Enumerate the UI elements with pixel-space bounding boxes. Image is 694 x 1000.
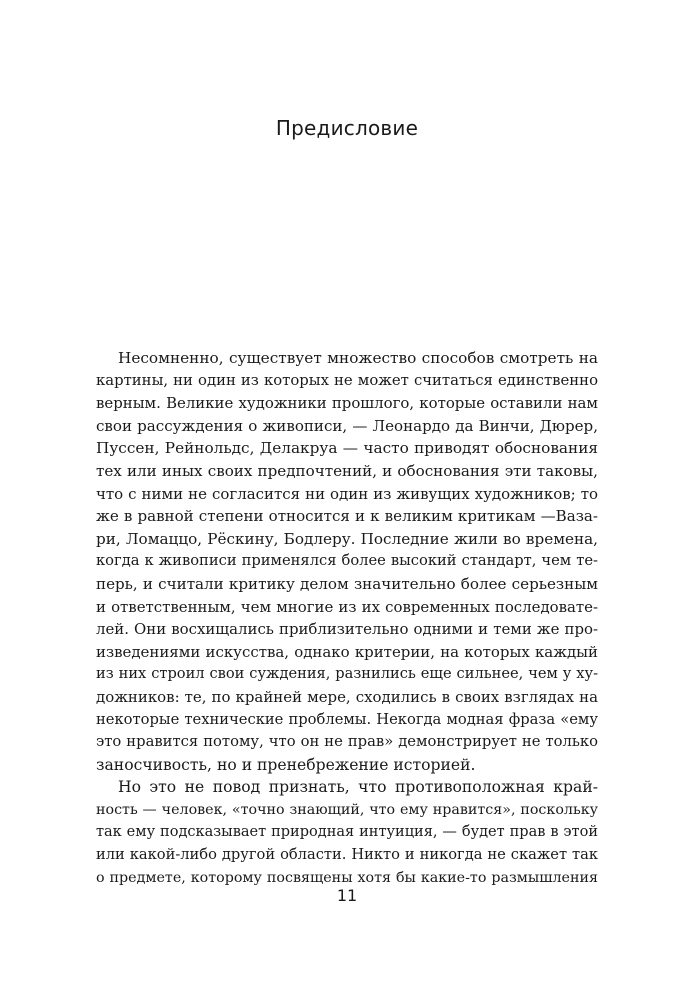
text-line: что с ними не согласится ни один из живущих художников; то [96,484,598,503]
page-number: 11 [336,886,358,905]
body-text [96,347,598,889]
text-line: Несомненно, существует множество способов смотреть на [118,349,598,367]
text-line: ри, Ломаццо, Рёскину, Бодлеру. Последние жили во времена, [96,529,598,548]
chapter-title: Предисловие [275,116,419,140]
text-line: некоторые технические проблемы. Некогда модная фраза «ему [96,710,598,728]
text-line: дожников: те, по крайней мере, сходились в своих взглядах на [96,687,598,706]
text-line: картины, ни один из которых не может считаться единственно [96,371,598,389]
text-line: Но это не повод признать, что противоположная край- [118,778,598,797]
paragraph-2 [96,776,598,889]
paragraph-1 [96,347,598,776]
text-line: тех или иных своих предпочтений, и обоснования эти таковы, [96,461,598,480]
text-line: это нравится потому, что он не прав» демонстрирует не только [96,733,598,751]
text-line: ность — человек, «точно знающий, что ему нравится», поскольку [96,801,598,818]
text-line: и ответственным, чем многие из их современных последовате- [96,597,598,616]
text-line: так ему подсказывает природная интуиция, — будет прав в этой [96,824,598,841]
text-line: заносчивость, но и пренебрежение историей. [96,755,476,774]
text-line: же в равной степени относится и к великим критикам —Ваза- [96,507,598,526]
text-line: когда к живописи применялся более высокий стандарт, чем те- [96,552,598,570]
text-line: из них строил свои суждения, разнились еще сильнее, чем у ху- [96,665,598,683]
text-line: или какой-либо другой области. Никто и никогда не скажет так [96,846,598,864]
text-line: перь, и считали критику делом значительно более серьезным [96,574,598,593]
text-line: свои рассуждения о живописи, — Леонардо да Винчи, Дюрер, [96,416,598,435]
text-line: изведениями искусства, однако критерии, на которых каждый [96,642,598,661]
text-line: о предмете, которому посвящены хотя бы какие-то размышления [96,869,598,886]
text-line: лей. Они восхищались приблизительно одними и теми же про- [96,620,598,639]
text-line: верным. Великие художники прошлого, которые оставили нам [96,394,598,413]
text-line: Пуссен, Рейнольдс, Делакруа — часто приводят обоснования [96,439,598,458]
